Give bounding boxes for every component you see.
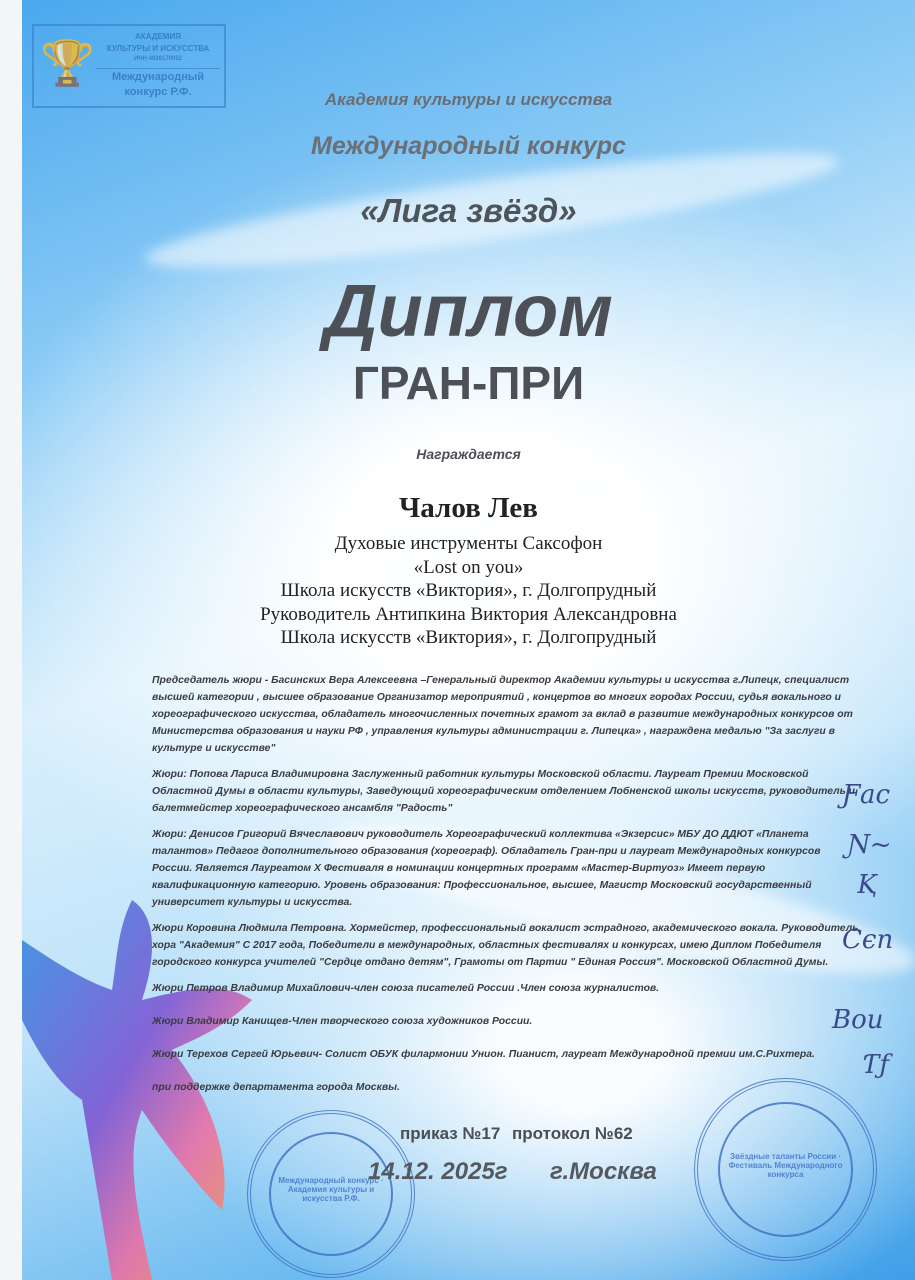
diploma-page xyxy=(22,0,915,1280)
jury-member: Жюри Терехов Сергей Юрьевич- Солист ОБУК филармонии Унион. Пианист, лауреат Международной премии им.С.Рихтера. xyxy=(152,1049,815,1060)
jury-member: Жюри Владимир Канищев-Член творческого союза художников России. xyxy=(152,1016,533,1027)
school: Школа искусств «Виктория», г. Долгопрудный xyxy=(280,627,657,648)
signature: Ⱪ xyxy=(857,870,877,900)
signature: Ɲ~ xyxy=(847,830,892,860)
stamp-text: АКАДЕМИЯ xyxy=(135,32,181,41)
stamp-text: Международный xyxy=(96,68,220,83)
support-note: при поддержке департамента города Москвы. xyxy=(152,1082,400,1093)
seal-left xyxy=(247,1110,415,1278)
jury-member: Жюри: Денисов Григорий Вячеславович руководитель Хореографический коллектива «Экзерсис» МБУ ДО ДДЮТ «Планета талантов» Педагог дополнительного образования (хореограф). Обладатель Гран-при и лауреат Международных конкурсов России. Является Лауреатом X Фестиваля в номинации концертных программ «Мастер-Виртуоз» Имеет первую квалификационную категорию. Уровень образования: Профессиональное, высшее, Магистр Московский государственный университет культуры и искусства. xyxy=(152,829,821,908)
seal-right xyxy=(694,1078,877,1261)
jury-list xyxy=(152,672,862,1105)
issue-date: 14.12. 2025г xyxy=(368,1158,508,1185)
jury-chair: Председатель жюри - Басинских Вера Алексеевна –Генеральный директор Академии культуры и искусства г.Липецк, специалист высшей категории , высшее образование Организатор мероприятий , концертов во многих городах России, судья вокального и хореографического искусства, обладатель многочисленных почетных грамот за вклад в развитие международных конкурсов от Министерства образования и науки РФ , управления культуры администрации г. Липецка» , награждена медалью "За заслуги в культуре и искусстве" xyxy=(152,675,853,754)
piece: «Lost on you» xyxy=(413,556,524,578)
contest-type: Международный конкурс xyxy=(311,132,626,160)
stamp-text: КУЛЬТУРЫ И ИСКУССТВА xyxy=(106,44,210,53)
instrument: Духовые инструменты Саксофон xyxy=(334,533,603,554)
jury-member: Жюри Петров Владимир Михайлович-член союза писателей России .Член союза журналистов. xyxy=(152,983,660,994)
jury-member: Жюри Коровина Людмила Петровна. Хормейстер, профессиональный вокалист эстрадного, академического вокала. Руководитель хора "Академия" С 2017 года, Победители в международных, областных фестивалях и конкурсах, имею Диплом Победителя городского конкурса учителей "Сердце отдано детям", Грамоты от Партии " Единая Россия". Московской Областной Думы. xyxy=(152,923,859,968)
protocol-number: протокол №62 xyxy=(512,1124,633,1143)
trophy-icon: 🏆 xyxy=(40,39,95,88)
awarded-label: Награждается xyxy=(416,446,521,462)
recipient-name: Чалов Лев xyxy=(399,492,538,524)
seal-text: Звёздные таланты России · Фестиваль Международного конкурса xyxy=(728,1152,843,1179)
stamp-text: конкурс Р.Ф. xyxy=(124,86,192,98)
signature: Ƭƒ xyxy=(862,1050,889,1080)
recipient-details xyxy=(22,532,915,650)
school: Школа искусств «Виктория», г. Долгопрудный xyxy=(280,580,657,601)
contest-name: «Лига звёзд» xyxy=(360,192,577,229)
signature: Вои xyxy=(832,1005,884,1035)
grand-prix-label: ГРАН-ПРИ xyxy=(352,357,585,409)
diploma-title: Диплом xyxy=(324,269,613,352)
seal-text: Международный конкурс · Академия культуры и искусства Р.Ф. xyxy=(278,1176,384,1203)
order-number: приказ №17 xyxy=(400,1124,501,1143)
signature: Сєп xyxy=(842,925,894,955)
signature: Ƒас xyxy=(842,780,891,810)
stamp-text: ИНН 4826170052 xyxy=(133,56,182,62)
issue-city: г.Москва xyxy=(550,1158,657,1185)
academy-name: Академия культуры и искусства xyxy=(324,90,613,109)
teacher: Руководитель Антипкина Виктория Александровна xyxy=(260,603,677,625)
jury-member: Жюри: Попова Лариса Владимировна Заслуженный работник культуры Московской области. Лауреат Премии Московской Областной Думы в области культуры, Заведующий хореографическим отделением Лобненской школы искусств, руководитель и балетмейстер хореографического ансамбля "Радость" xyxy=(152,769,855,814)
